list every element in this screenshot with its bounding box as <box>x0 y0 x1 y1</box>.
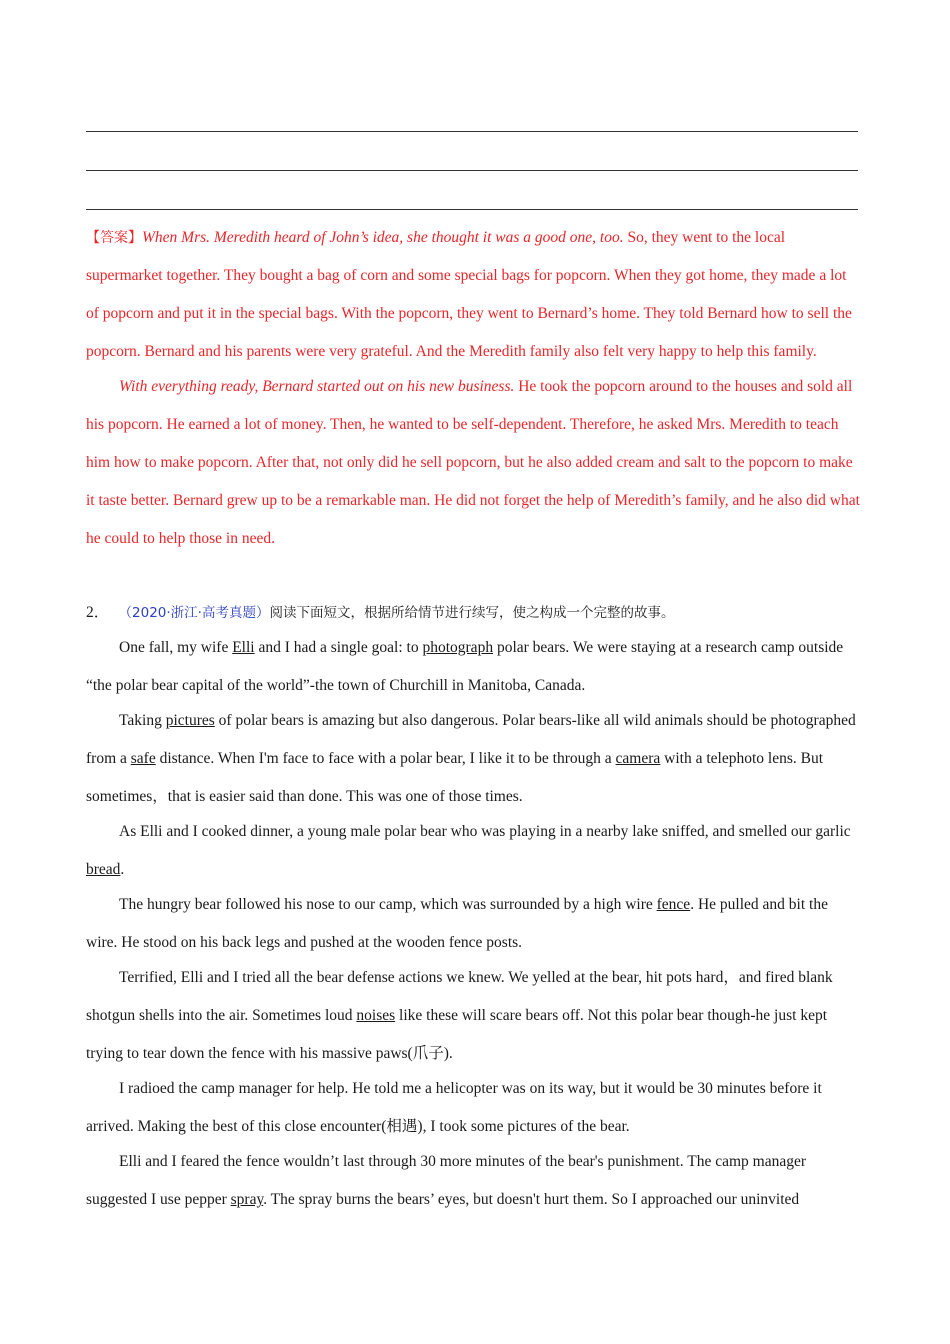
story-paragraph-7 <box>86 1143 862 1219</box>
text-span: As Elli and I cooked dinner, a young male polar bear who was playing in a nearby lake sniffed, and smelled our garlic <box>119 823 851 840</box>
text-span: Terrified, Elli and I tried all the bear defense actions we knew. We yelled at the bear, hit pots hard，and fired blank shotgun shells into the air. Sometimes loud <box>86 969 833 1024</box>
answer-p2-lead: With everything ready, Bernard started out on his new business. <box>119 378 515 395</box>
answer-paragraph-1 <box>86 219 862 371</box>
text-span: I radioed the camp manager for help. He told me a helicopter was on its way, but it would be 30 minutes before it arrived. Making the best of this close encounter(相遇), I took some pictures of the bear. <box>86 1080 822 1135</box>
story-paragraph-2 <box>86 702 862 816</box>
underlined-word: bread <box>86 861 121 878</box>
answer-block <box>86 219 862 558</box>
text-span: like these will scare bears off. Not this polar bear though-he just kept trying to tear down the fence with his massive paws(爪子). <box>86 1007 828 1062</box>
text-span: The hungry bear followed his nose to our camp, which was surrounded by a high wire <box>119 896 657 913</box>
text-span: distance. When I'm face to face with a polar bear, I like it to be through a <box>155 750 616 767</box>
underlined-word: fence <box>656 896 691 913</box>
underlined-word: photograph <box>422 639 494 656</box>
text-span: One fall, my wife <box>119 639 233 656</box>
answer-line-2 <box>86 170 858 171</box>
underlined-word: safe <box>130 750 156 767</box>
answer-line-3 <box>86 209 858 210</box>
story-paragraph-4 <box>86 886 862 962</box>
text-span: polar bears. We were staying at a research camp outside “the polar bear capital of the world”-the town of Churchill in Manitoba, Canada. <box>86 639 844 694</box>
answer-p2-body: He took the popcorn around to the houses and sold all his popcorn. He earned a lot of money. Then, he wanted to be self-dependent. Therefore, he asked Mrs. Meredith to teach him how to make popcorn. After that, not only did he sell popcorn, but he also added cream and salt to the popcorn to make it taste better. Bernard grew up to be a remarkable man. He did not forget the help of Meredith’s family, and he also did what he could to help those in need. <box>86 378 860 547</box>
answer-p1-body: So, they went to the local supermarket together. They bought a bag of corn and some special bags for popcorn. When they got home, they made a lot of popcorn and put it in the special bags. With the popcorn, they went to Bernard’s home. They told Bernard how to sell the popcorn. Bernard and his parents were very grateful. And the Meredith family also felt very happy to help this family. <box>86 229 852 360</box>
underlined-word: Elli <box>232 639 255 656</box>
question-number: 2． <box>86 604 110 621</box>
answer-paragraph-2 <box>86 368 862 558</box>
text-span: . <box>120 861 125 878</box>
story-paragraph-5 <box>86 959 862 1073</box>
text-span: . He pulled and bit the wire. He stood on his back legs and pushed at the wooden fence posts. <box>86 896 828 951</box>
text-span: . The spray burns the bears’ eyes, but doesn't hurt them. So I approached our uninvited <box>263 1191 800 1208</box>
text-span: of polar bears is amazing but also dangerous. Polar bears-like all wild animals should be photographed from a <box>86 712 856 767</box>
answer-p1-lead: When Mrs. Meredith heard of John’s idea, she thought it was a good one, too. <box>142 229 624 246</box>
text-span: Taking <box>119 712 166 729</box>
text-span: and I had a single goal: to <box>254 639 423 656</box>
underlined-word: camera <box>615 750 661 767</box>
underlined-word: noises <box>356 1007 396 1024</box>
underlined-word: spray <box>230 1191 264 1208</box>
answer-line-1 <box>86 131 858 132</box>
question-heading <box>86 600 862 626</box>
story-paragraph-6 <box>86 1070 862 1146</box>
story-paragraph-1 <box>86 629 862 705</box>
question-source: （2020·浙江·高考真题） <box>125 605 270 621</box>
underlined-word: pictures <box>165 712 215 729</box>
answer-label: 【答案】 <box>86 230 142 246</box>
text-span: with a telephoto lens. But sometimes，that is easier said than done. This was one of those times. <box>86 750 824 805</box>
question-instruction: 阅读下面短文，根据所给情节进行续写，使之构成一个完整的故事。 <box>269 605 675 621</box>
text-span: Elli and I feared the fence wouldn’t last through 30 more minutes of the bear's punishment. The camp manager suggested I use pepper <box>86 1153 807 1208</box>
story-text <box>86 629 862 1219</box>
story-paragraph-3 <box>86 813 862 889</box>
